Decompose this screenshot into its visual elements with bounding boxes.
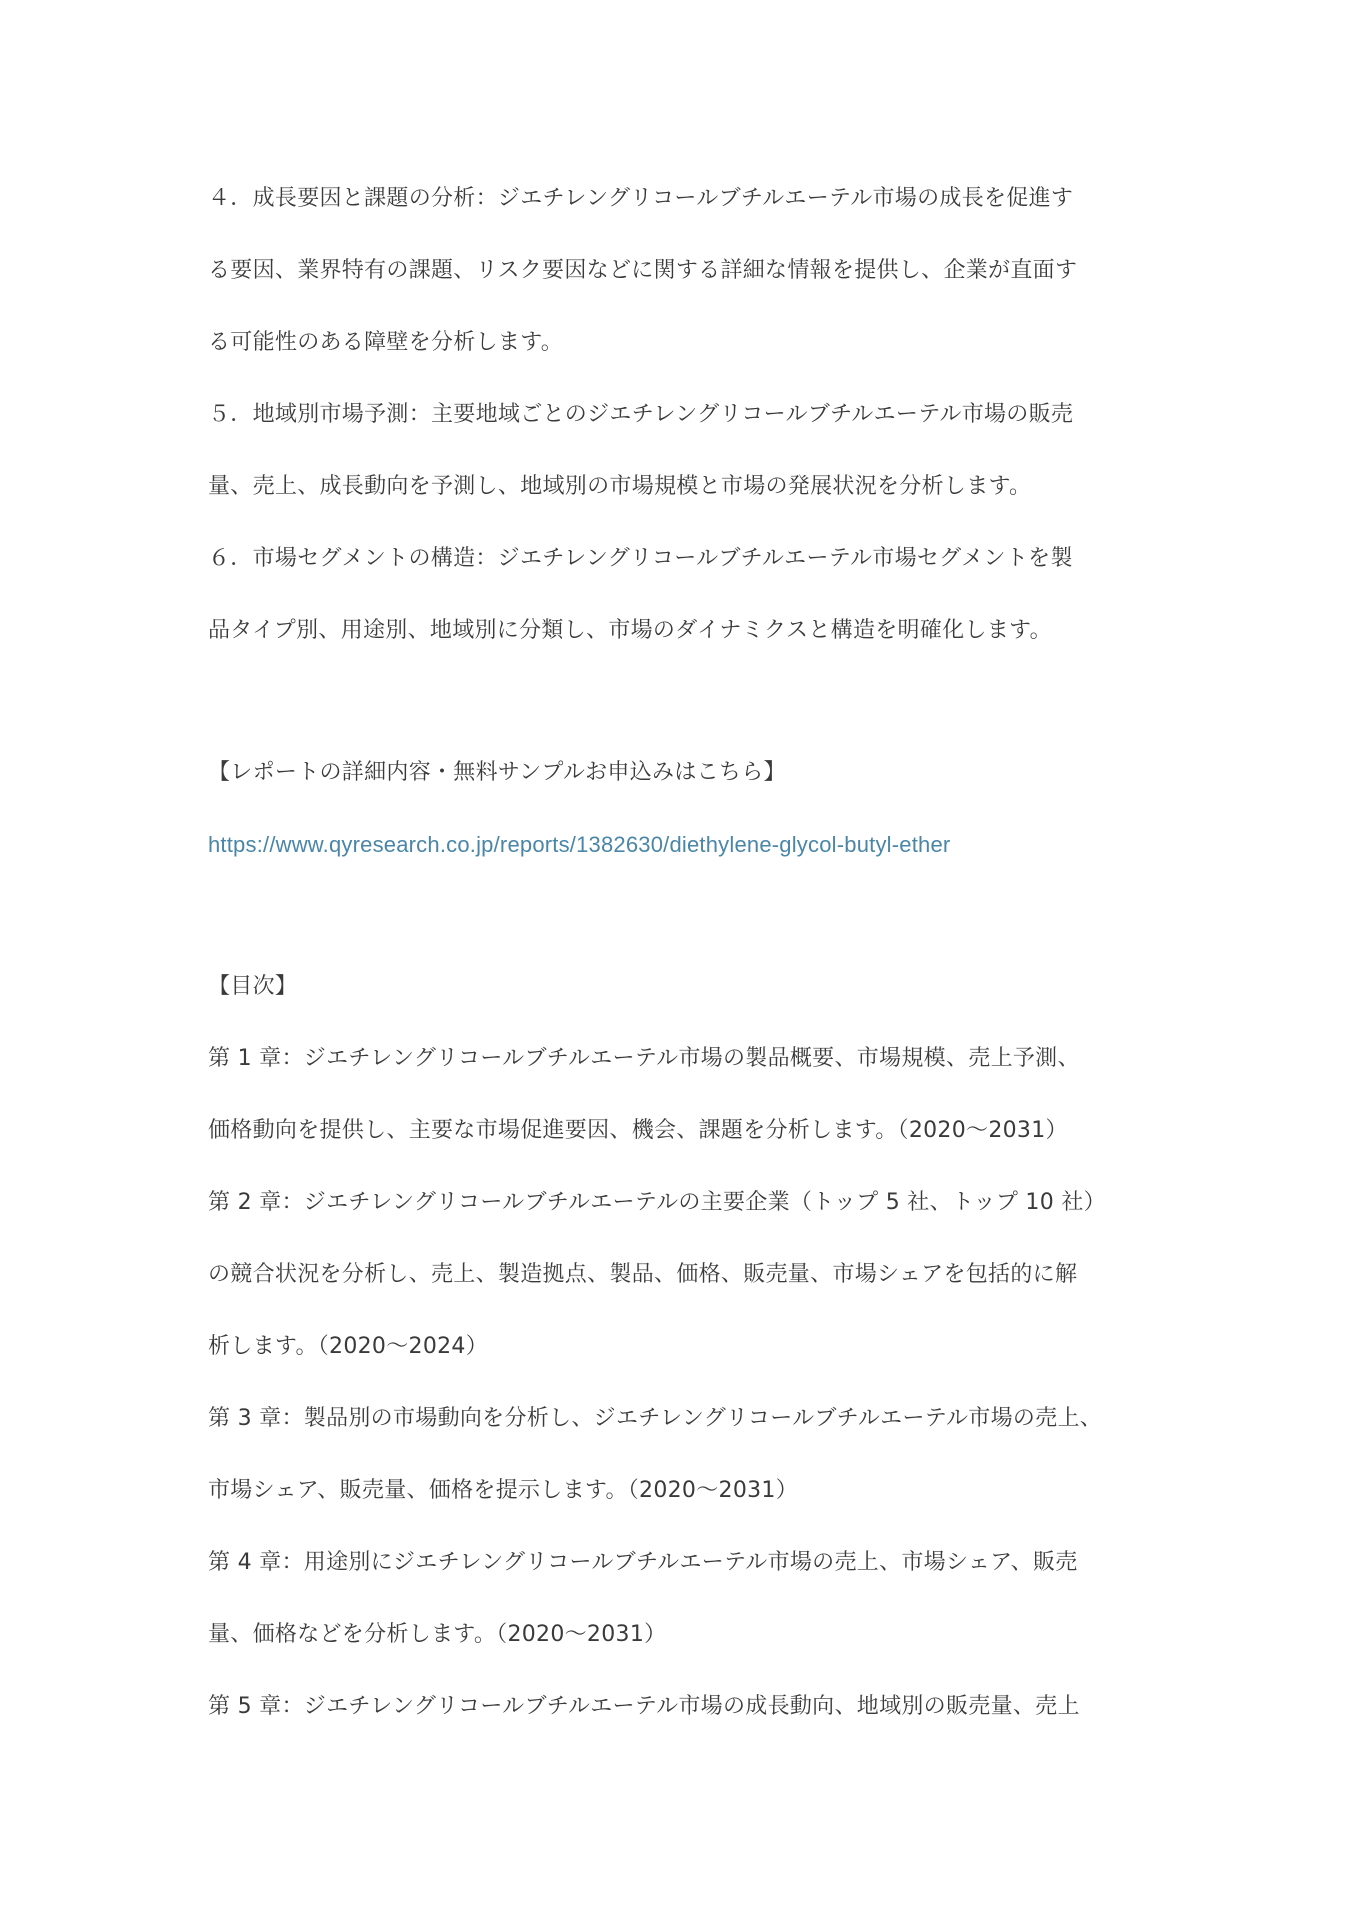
analysis-item-4 <box>208 170 1168 386</box>
text-line: 市場シェア、販売量、価格を提示します。（2020～2031） <box>208 1478 799 1503</box>
spacer <box>208 674 1168 744</box>
toc-heading: 【目次】 <box>208 974 298 999</box>
report-url-link[interactable]: https://www.qyresearch.co.jp/reports/1382630/diethylene-glycol-butyl-ether <box>208 832 951 857</box>
text-line: 第 5 章：ジエチレングリコールブチルエーテル市場の成長動向、地域別の販売量、売上 <box>208 1694 1080 1719</box>
text-line: ６．市場セグメントの構造：ジエチレングリコールブチルエーテル市場セグメントを製 <box>208 546 1073 571</box>
analysis-item-6 <box>208 530 1168 674</box>
table-of-contents <box>208 958 1168 1750</box>
toc-chapter-4 <box>208 1534 1168 1678</box>
spacer <box>208 888 1168 958</box>
text-line: 析します。（2020～2024） <box>208 1334 489 1359</box>
toc-chapter-2 <box>208 1174 1168 1390</box>
text-line: の競合状況を分析し、売上、製造拠点、製品、価格、販売量、市場シェアを包括的に解 <box>208 1262 1078 1287</box>
text-line: 量、価格などを分析します。（2020～2031） <box>208 1622 667 1647</box>
text-line: 第 2 章：ジエチレングリコールブチルエーテルの主要企業（トップ 5 社、トップ 10 社） <box>208 1190 1106 1215</box>
report-link-section <box>208 744 1168 888</box>
text-line: 品タイプ別、用途別、地域別に分類し、市場のダイナミクスと構造を明確化します。 <box>208 618 1052 643</box>
text-line: る要因、業界特有の課題、リスク要因などに関する詳細な情報を提供し、企業が直面す <box>208 258 1078 283</box>
report-link-heading: 【レポートの詳細内容・無料サンプルお申込みはこちら】 <box>208 760 786 785</box>
report-link-line <box>208 816 1168 888</box>
analysis-section <box>208 170 1168 674</box>
text-line: 第 4 章：用途別にジエチレングリコールブチルエーテル市場の売上、市場シェア、販売 <box>208 1550 1078 1575</box>
toc-chapter-3 <box>208 1390 1168 1534</box>
toc-chapter-1 <box>208 1030 1168 1174</box>
analysis-item-5 <box>208 386 1168 530</box>
text-line: ５．地域別市場予測：主要地域ごとのジエチレングリコールブチルエーテル市場の販売 <box>208 402 1074 427</box>
text-line: 量、売上、成長動向を予測し、地域別の市場規模と市場の発展状況を分析します。 <box>208 474 1032 499</box>
text-line: る可能性のある障壁を分析します。 <box>208 330 564 355</box>
text-line: 第 1 章：ジエチレングリコールブチルエーテル市場の製品概要、市場規模、売上予測、 <box>208 1046 1080 1071</box>
toc-chapter-5 <box>208 1678 1168 1750</box>
document-body <box>208 170 1168 1750</box>
text-line: 価格動向を提供し、主要な市場促進要因、機会、課題を分析します。（2020～2031） <box>208 1118 1068 1143</box>
text-line: ４．成長要因と課題の分析：ジエチレングリコールブチルエーテル市場の成長を促進す <box>208 186 1074 211</box>
text-line: 第 3 章：製品別の市場動向を分析し、ジエチレングリコールブチルエーテル市場の売上、 <box>208 1406 1103 1431</box>
